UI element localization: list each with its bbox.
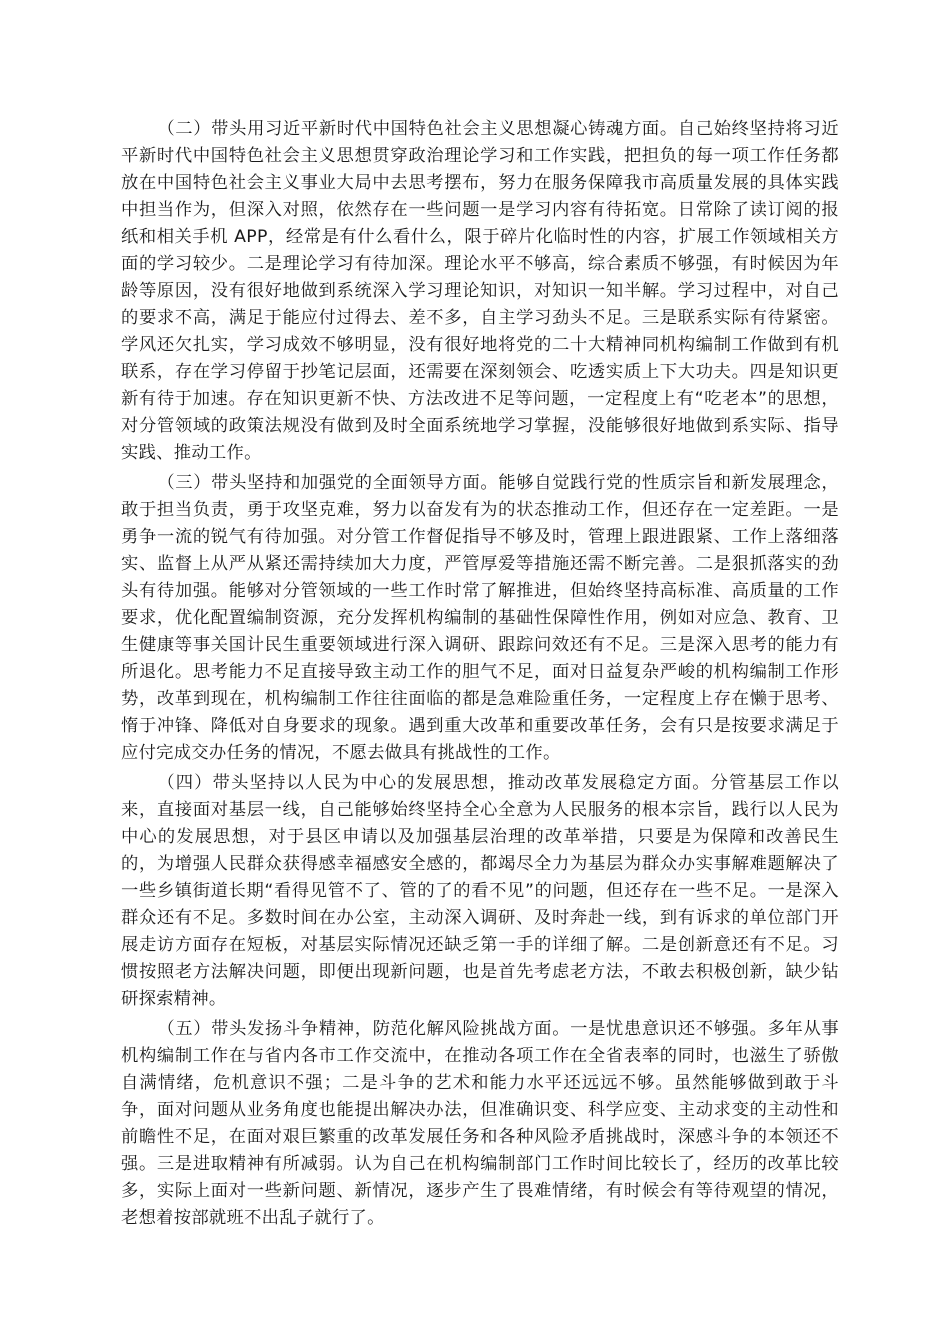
paragraph-section-4: （四）带头坚持以人民为中心的发展思想，推动改革发展稳定方面。分管基层工作以来，直接面对基层一线，自己能够始终坚持全心全意为人民服务的根本宗旨，践行以人民为中心的发展思想，对于县区申请以及加强基层治理的改革举措，只要是为保障和改善民生的，为增强人民群众获得感幸福感安全感的，都竭尽全力为基层为群众办实事解难题解决了一些乡镇街道长期“看得见管不了、管的了的看不见”的问题，但还存在一些不足。一是深入群众还有不足。多数时间在办公室，主动深入调研、及时奔赴一线，到有诉求的单位部门开展走访方面存在短板，对基层实际情况还缺乏第一手的详细了解。二是创新意还有不足。习惯按照老方法解决问题，即便出现新问题，也是首先考虑老方法，不敢去积极创新，缺少钻研探索精神。: [121, 773, 839, 1009]
paragraph-section-3: （三）带头坚持和加强党的全面领导方面。能够自觉践行党的性质宗旨和新发展理念，敢于担当负责，勇于攻坚克难，努力以奋发有为的状态推动工作，但还存在一定差距。一是勇争一流的锐气有待加强。对分管工作督促指导不够及时，管理上跟进跟紧、工作上落细落实、监督上从严从紧还需持续加大力度，严管厚爱等措施还需不断完善。二是狠抓落实的劲头有待加强。能够对分管领域的一些工作时常了解推进，但始终坚持高标准、高质量的工作要求，优化配置编制资源，充分发挥机构编制的基础性保障性作用，例如对应急、教育、卫生健康等事关国计民生重要领域进行深入调研、跟踪问效还有不足。三是深入思考的能力有所退化。思考能力不足直接导致主动工作的胆气不足，面对日益复杂严峻的机构编制工作形势，改革到现在，机构编制工作往往面临的都是急难险重任务，一定程度上存在懒于思考、惰于冲锋、降低对自身要求的现象。遇到重大改革和重要改革任务，会有只是按要求满足于应付完成交办任务的情况，不愿去做具有挑战性的工作。: [121, 473, 839, 763]
document-body: [121, 116, 839, 1235]
paragraph-section-5: （五）带头发扬斗争精神，防范化解风险挑战方面。一是忧患意识还不够强。多年从事机构编制工作在与省内各市工作交流中，在推动各项工作在全省表率的同时，也滋生了骄傲自满情绪，危机意识不强；二是斗争的艺术和能力水平还远远不够。虽然能够做到敢于斗争，面对问题从业务角度也能提出解决办法，但准确识变、科学应变、主动求变的主动性和前瞻性不足，在面对艰巨繁重的改革发展任务和各种风险矛盾挑战时，深感斗争的本领还不强。三是进取精神有所减弱。认为自己在机构编制部门工作时间比较长了，经历的改革比较多，实际上面对一些新问题、新情况，逐步产生了畏难情绪，有时候会有等待观望的情况，老想着按部就班不出乱子就行了。: [121, 1019, 839, 1228]
paragraph-section-2: （二）带头用习近平新时代中国特色社会主义思想凝心铸魂方面。自己始终坚持将习近平新时代中国特色社会主义思想贯穿政治理论学习和工作实践，把担负的每一项工作任务都放在中国特色社会主义事业大局中去思考摆布，努力在服务保障我市高质量发展的具体实践中担当作为，但深入对照，依然存在一些问题一是学习内容有待拓宽。日常除了读订阅的报纸和相关手机 APP，经常是有什么看什么，限于碎片化临时性的内容，扩展工作领域相关方面的学习较少。二是理论学习有待加深。理论水平不够高，综合素质不够强，有时候因为年龄等原因，没有很好地做到系统深入学习理论知识，对知识一知半解。学习过程中，对自己的要求不高，满足于能应付过得去、差不多，自主学习劲头不足。三是联系实际有待紧密。学风还欠扎实，学习成效不够明显，没有很好地将党的二十大精神同机构编制工作做到有机联系，存在学习停留于抄笔记层面，还需要在深刻领会、吃透实质上下大功夫。四是知识更新有待于加速。存在知识更新不快、方法改进不足等问题，一定程度上有“吃老本”的思想，对分管领域的政策法规没有做到及时全面系统地学习掌握，没能够很好地做到系实际、指导实践、推动工作。: [121, 119, 839, 463]
